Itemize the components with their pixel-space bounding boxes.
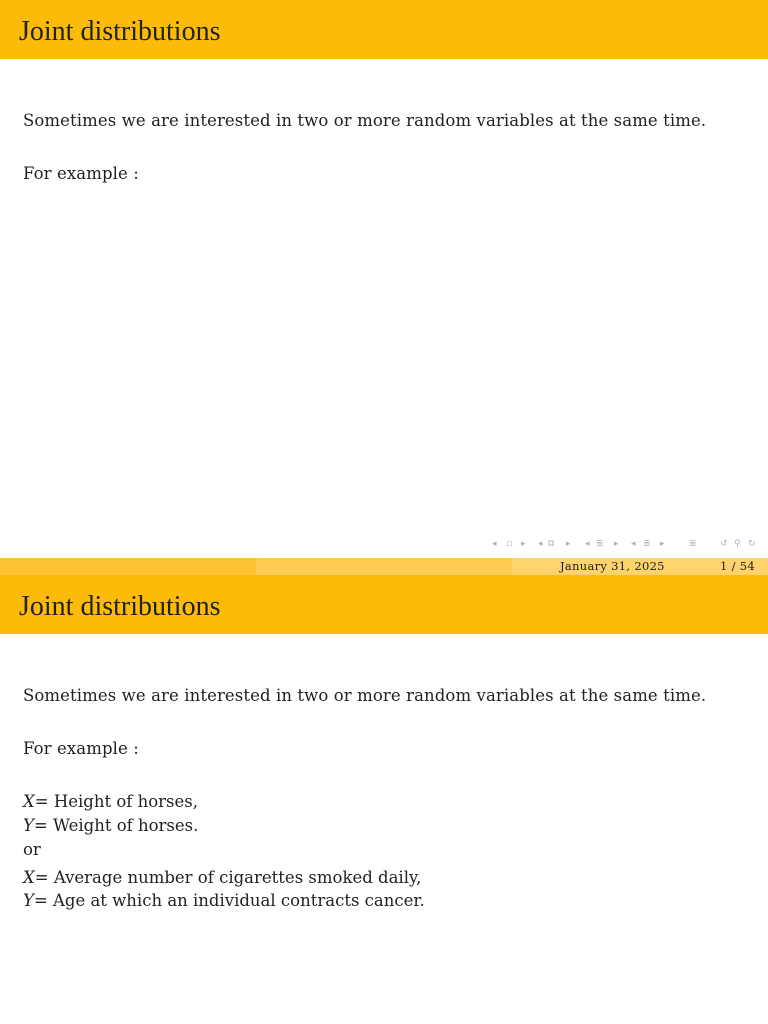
navigation-symbols xyxy=(490,539,764,553)
nav-next-frame-icon[interactable]: ▸ xyxy=(521,539,526,549)
example-line xyxy=(23,891,425,911)
variable-symbol: X xyxy=(23,868,35,887)
nav-part-icon[interactable]: ≣ xyxy=(643,539,651,549)
nav-prev-frame-icon[interactable]: ◂ xyxy=(492,539,497,549)
example-line xyxy=(23,816,198,836)
footline-middle xyxy=(256,558,512,575)
separator-or: or xyxy=(23,840,41,859)
nav-prev-part-icon[interactable]: ◂ xyxy=(631,539,636,549)
variable-description: Height of horses, xyxy=(48,792,198,811)
footline-left xyxy=(0,558,256,575)
equals-sign: = xyxy=(34,868,49,887)
intro-text: Sometimes we are interested in two or more random variables at the same time. xyxy=(23,686,707,705)
intro-text: Sometimes we are interested in two or more random variables at the same time. xyxy=(23,111,707,130)
nav-next-subsection-icon[interactable]: ▸ xyxy=(566,539,571,549)
nav-frame-icon[interactable]: ▫ xyxy=(506,539,513,549)
equals-sign: = xyxy=(34,792,49,811)
example-line xyxy=(23,868,421,888)
variable-symbol: X xyxy=(23,792,35,811)
nav-next-section-icon[interactable]: ▸ xyxy=(614,539,619,549)
footline-page-number: 1 / 54 xyxy=(720,559,755,573)
nav-prev-section-icon[interactable]: ◂ xyxy=(585,539,590,549)
example-line xyxy=(23,792,198,812)
nav-search-icon[interactable]: ⚲ xyxy=(734,539,741,549)
footline xyxy=(0,558,768,575)
variable-symbol: Y xyxy=(23,816,34,835)
nav-subsection-icon[interactable]: ⧉ xyxy=(548,539,555,549)
nav-prev-subsection-icon[interactable]: ◂ xyxy=(538,539,543,549)
variable-description: Age at which an individual contracts cancer. xyxy=(47,891,425,910)
frame-title: Joint distributions xyxy=(19,16,221,47)
equals-sign: = xyxy=(33,891,48,910)
variable-description: Average number of cigarettes smoked daily, xyxy=(48,868,422,887)
frame-title: Joint distributions xyxy=(19,591,221,622)
equals-sign: = xyxy=(33,816,48,835)
nav-section-icon[interactable]: ≣ xyxy=(596,539,604,549)
frame-title-bar xyxy=(0,575,768,634)
frame-title-bar xyxy=(0,0,768,59)
nav-toc-icon[interactable]: ≣ xyxy=(689,539,697,549)
nav-back-icon[interactable]: ↺ xyxy=(720,539,728,549)
footline-date: January 31, 2025 xyxy=(560,559,665,573)
variable-description: Weight of horses. xyxy=(47,816,199,835)
nav-forward-icon[interactable]: ↻ xyxy=(748,539,756,549)
example-label: For example : xyxy=(23,739,139,758)
slide-2 xyxy=(0,575,768,1024)
example-label: For example : xyxy=(23,164,139,183)
nav-next-part-icon[interactable]: ▸ xyxy=(660,539,665,549)
variable-symbol: Y xyxy=(23,891,34,910)
